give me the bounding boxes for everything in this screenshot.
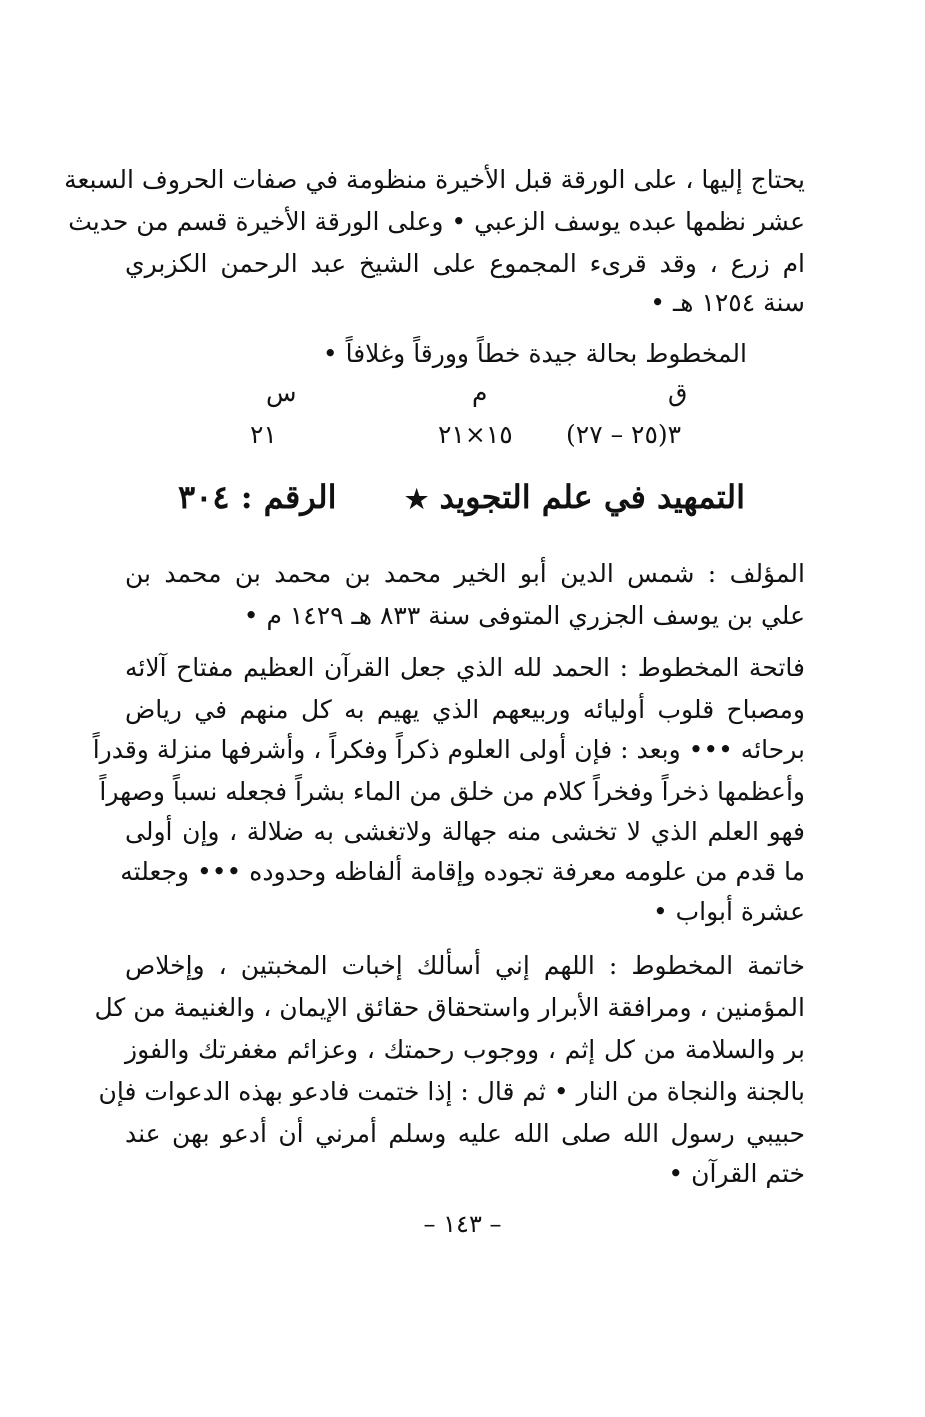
condition-note: المخطوط بحالة جيدة خطاً وورقاً وغلافاً • <box>322 339 747 368</box>
measure-header-qaf: ق <box>668 378 688 407</box>
opening-line-5: فهو العلم الذي لا تخشى منه جهالة ولاتغشى به ضلالة ، وإن أولى <box>125 817 805 846</box>
opening-line-2: ومصباح قلوب أوليائه وربيعهم الذي يهيم به كل منهم في رياض <box>125 695 805 724</box>
author-line-2: علي بن يوسف الجزري المتوفى سنة ٨٣٣ هـ ١٤٢٩ م • <box>243 601 805 630</box>
closing-line-4: بالجنة والنجاة من النار • ثم قال : إذا ختمت فادعو بهذه الدعوات فإن <box>98 1077 805 1106</box>
opening-line-7: عشرة أبواب • <box>652 897 805 926</box>
opening-line-3: برحائه ••• وبعد : فإن أولى العلوم ذكراً وفكراً ، وأشرفها منزلة وقدراً <box>92 735 805 764</box>
closing-line-2: المؤمنين ، ومرافقة الأبرار واستحقاق حقائق الإيمان ، والغنيمة من كل <box>94 993 805 1022</box>
entry-title-text: التمهيد في علم التجويد <box>439 478 745 516</box>
star-icon: ★ <box>404 485 429 515</box>
measure-header-mim: م <box>472 378 488 407</box>
closing-line-6: ختم القرآن • <box>668 1159 805 1188</box>
opening-line-6: ما قدم من علومه معرفة تجوده وإقامة ألفاظه وحدوده ••• وجعلته <box>120 857 805 886</box>
intro-line-2: عشر نظمها عبده يوسف الزعبي • وعلى الورقة الأخيرة قسم من حديث <box>68 207 805 236</box>
opening-line-4: وأعظمها ذخراً وفخراً كلام من خلق من الماء بشراً فجعله نسباً وصهراً <box>99 777 805 806</box>
measure-value-sin: ٢١ <box>250 420 277 449</box>
author-line-1: المؤلف : شمس الدين أبو الخير محمد بن محمد بن محمد بن <box>125 559 805 588</box>
measure-header-sin: س <box>266 378 297 407</box>
entry-number: الرقم : ٣٠٤ <box>178 478 337 516</box>
closing-line-3: بر والسلامة من كل إثم ، ووجوب رحمتك ، وعزائم مغفرتك والفوز <box>125 1035 805 1064</box>
measure-value-qaf: ٣(٢٥ – ٢٧) <box>566 420 682 449</box>
measure-value-mim: ١٥×٢١ <box>438 420 513 449</box>
intro-line-4: سنة ١٢٥٤ هـ • <box>650 288 805 317</box>
page-number: – ١٤٣ – <box>423 1210 502 1238</box>
closing-line-1: خاتمة المخطوط : اللهم إني أسألك إخبات المخبتين ، وإخلاص <box>125 951 805 980</box>
opening-line-1: فاتحة المخطوط : الحمد لله الذي جعل القرآن العظيم مفتاح آلائه <box>125 653 805 682</box>
intro-line-1: يحتاج إليها ، على الورقة قبل الأخيرة منظومة في صفات الحروف السبعة <box>64 165 805 194</box>
closing-line-5: حبيبي رسول الله صلى الله عليه وسلم أمرني أن أدعو بهن عند <box>125 1119 805 1148</box>
entry-title <box>405 478 745 516</box>
intro-line-3: ام زرع ، وقد قرىء المجموع على الشيخ عبد الرحمن الكزبري <box>125 249 805 278</box>
